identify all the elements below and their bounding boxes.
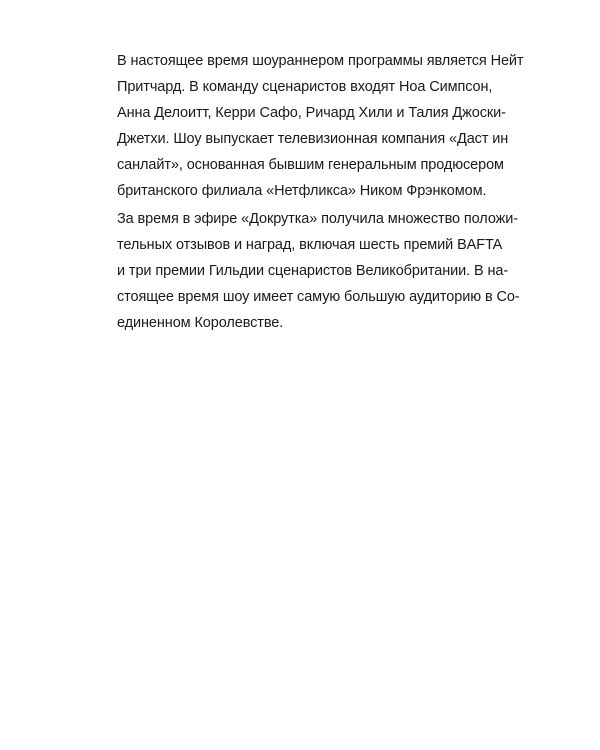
paragraph-awards <box>117 206 520 336</box>
text-line: британского филиала «Нетфликса» Ником Фрэнкомом. <box>117 183 487 199</box>
text-line: тельных отзывов и наград, включая шесть премий BAFTA <box>117 237 503 253</box>
text-line: и три премии Гильдии сценаристов Великобритании. В на- <box>117 263 509 279</box>
text-line: санлайт», основанная бывшим генеральным продюсером <box>117 157 504 173</box>
text-line: За время в эфире «Докрутка» получила множество положи- <box>117 211 518 227</box>
text-line: В настоящее время шоураннером программы является Нейт <box>117 53 524 69</box>
text-line: Джетхи. Шоу выпускает телевизионная компания «Даст ин <box>117 131 509 147</box>
text-line: Анна Делоитт, Керри Сафо, Ричард Хили и Талия Джоски- <box>117 105 506 121</box>
text-line: Притчард. В команду сценаристов входят Ноа Симпсон, <box>117 79 493 95</box>
text-line: единенном Королевстве. <box>117 315 284 331</box>
paragraph-showrunner <box>117 48 524 204</box>
text-line: стоящее время шоу имеет самую большую аудиторию в Со- <box>117 289 520 305</box>
